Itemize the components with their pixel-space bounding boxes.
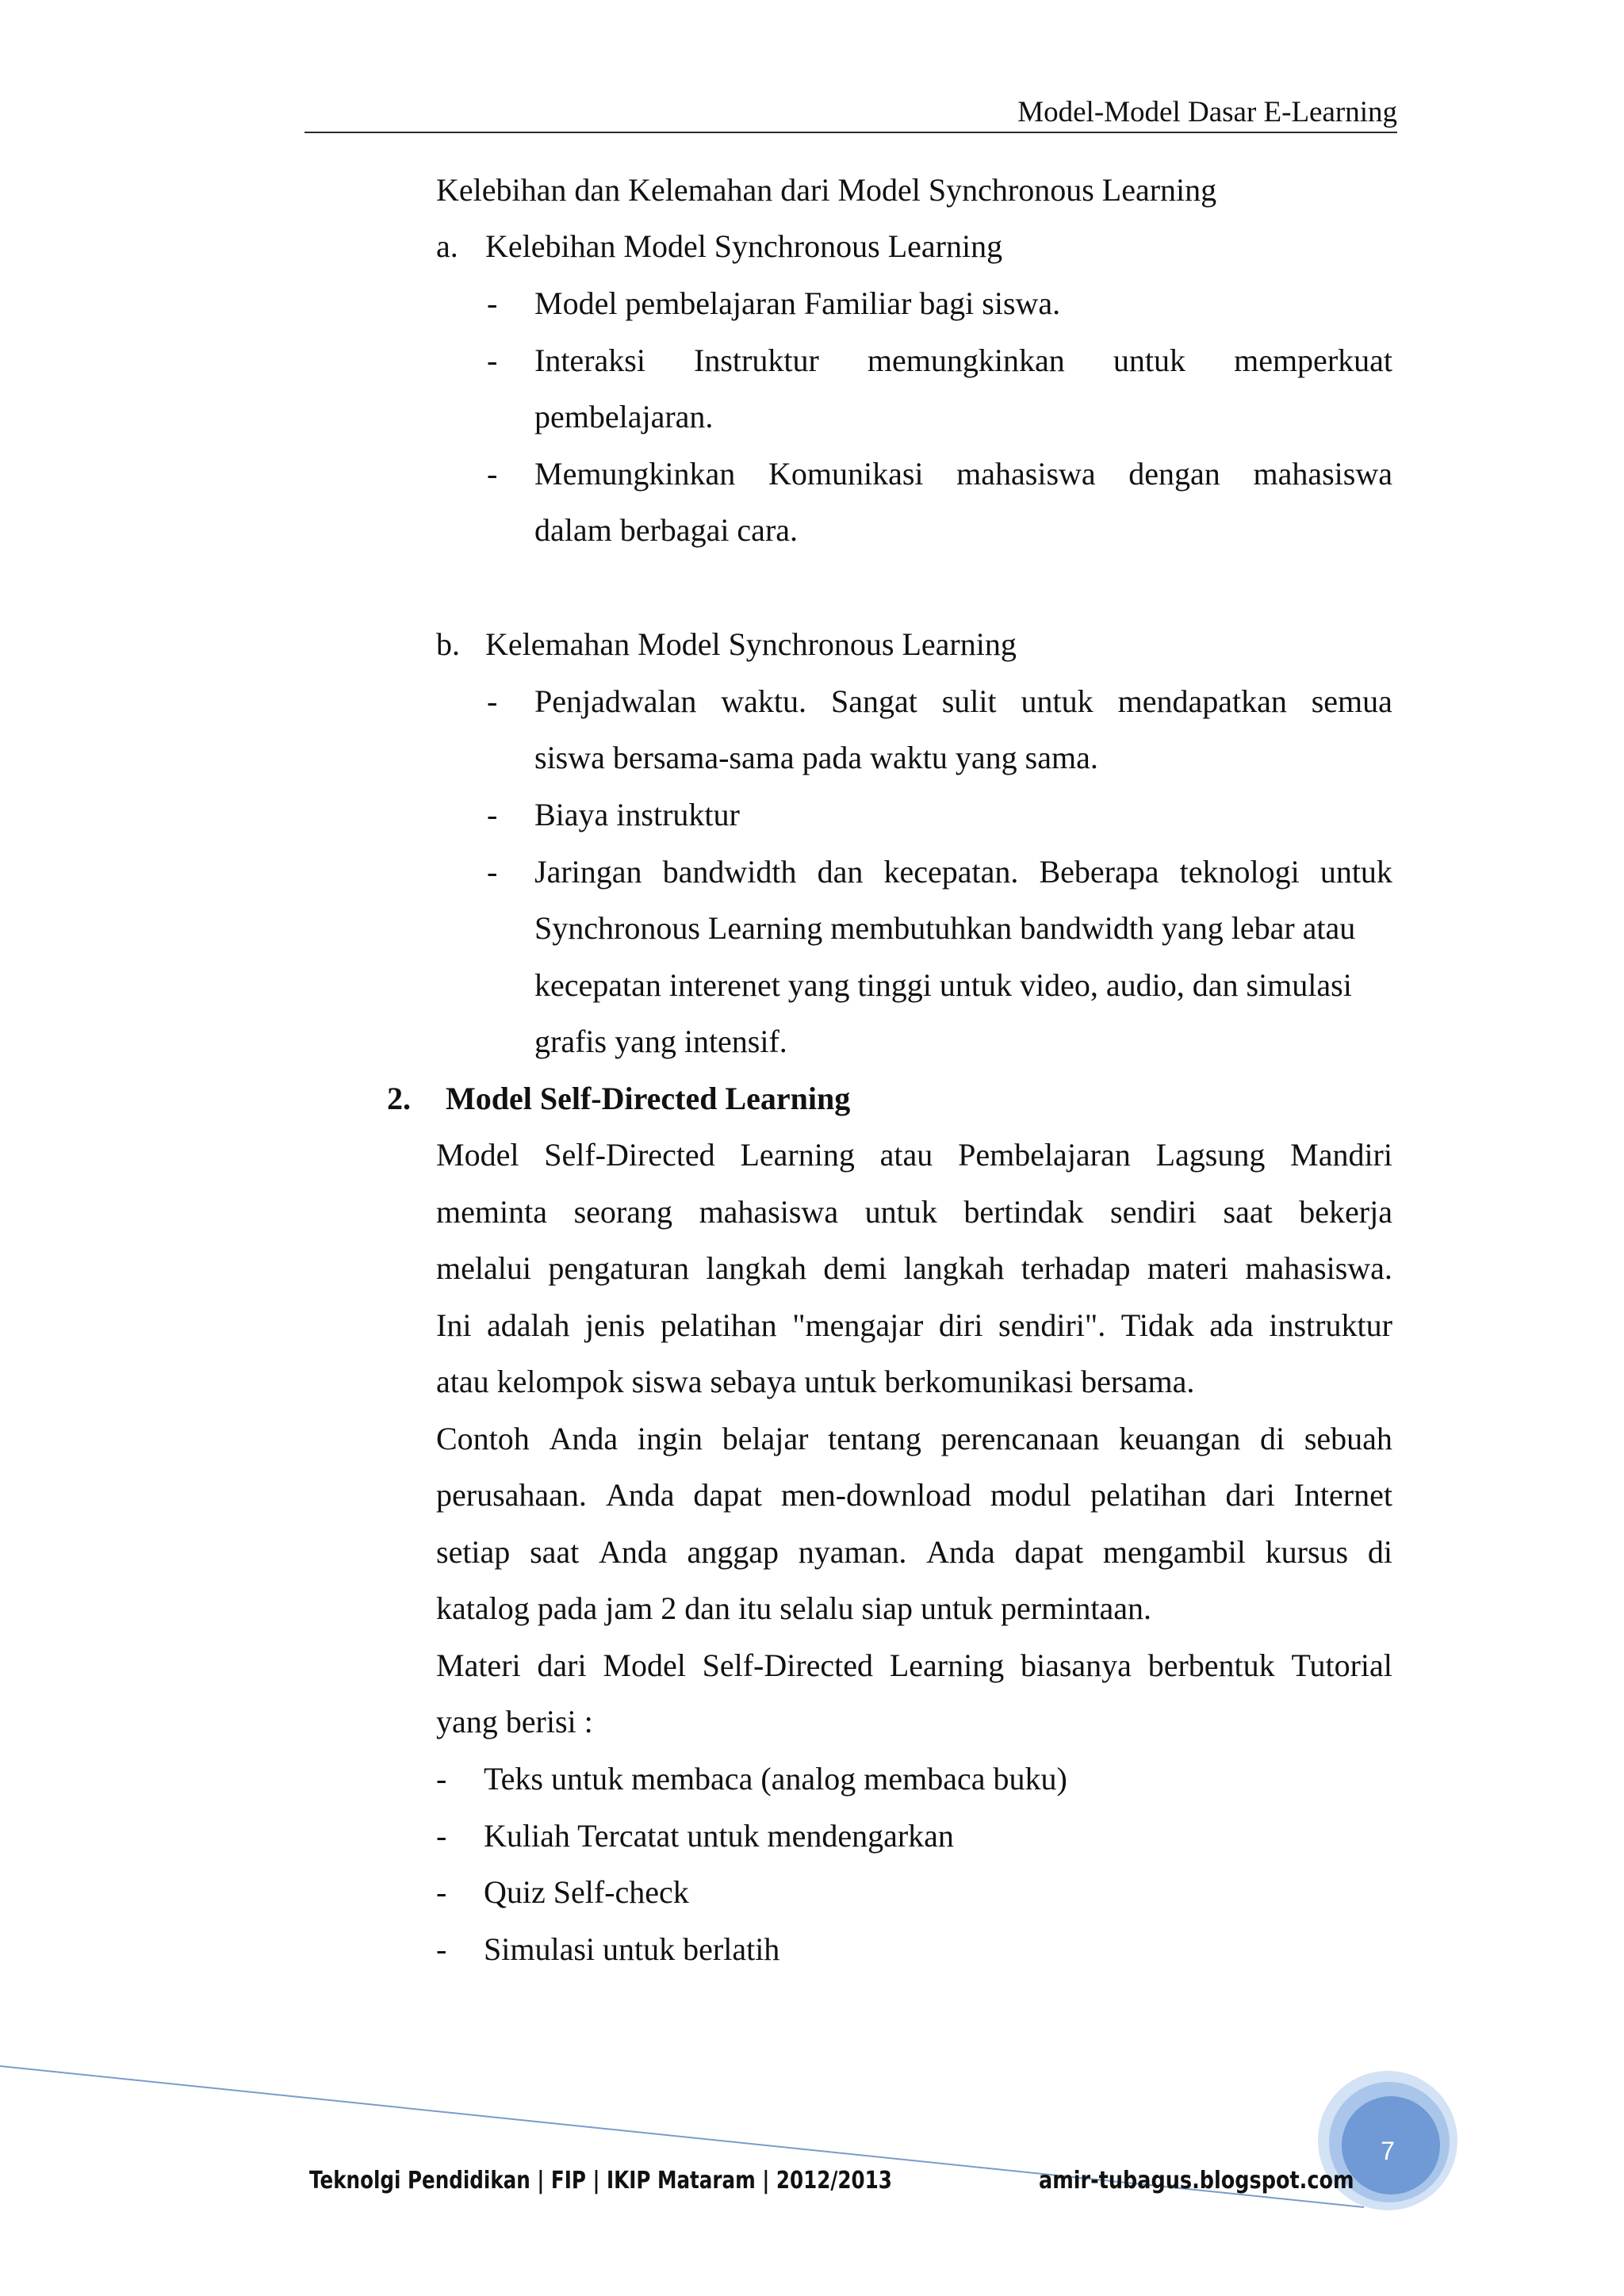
footer-blog-link[interactable]: amir-tubagus.blogspot.com [1039, 2167, 1354, 2195]
word: Learning [889, 1647, 1005, 1683]
word: Self-Directed [702, 1647, 874, 1683]
word: Mandiri [1290, 1137, 1392, 1173]
word: perencanaan [940, 1421, 1100, 1456]
list-item-2: Kuliah Tercatat untuk mendengarkan [484, 1818, 954, 1854]
word: Anda [599, 1534, 668, 1570]
word: bertindak [963, 1194, 1084, 1230]
word: materi [1147, 1250, 1229, 1286]
word: sendiri". [998, 1307, 1106, 1343]
word: kecepatan. [883, 854, 1019, 890]
word: setiap [436, 1534, 511, 1570]
word: perusahaan. [436, 1477, 587, 1513]
word: nyaman. [798, 1534, 907, 1570]
word: "mengajar [792, 1307, 924, 1343]
word: dapat [693, 1477, 763, 1513]
word: adalah [487, 1307, 570, 1343]
section-b-item-3-line-4: grafis yang intensif. [534, 1024, 787, 1059]
word: keuangan [1119, 1421, 1241, 1456]
word: Komunikasi [768, 456, 924, 492]
word: Contoh [436, 1421, 530, 1456]
word: Lagsung [1155, 1137, 1266, 1173]
section-a-item-2-line-2: pembelajaran. [534, 399, 714, 434]
word: teknologi [1179, 854, 1300, 890]
word: atau [879, 1137, 933, 1173]
word: Penjadwalan [534, 683, 697, 719]
word: Sangat [830, 683, 917, 719]
word: Ini [436, 1307, 472, 1343]
list-dash: - [436, 1874, 447, 1910]
section-b-marker: b. [436, 626, 460, 662]
word: mahasiswa [1253, 456, 1392, 492]
list-dash: - [436, 1761, 447, 1797]
word: Self-Directed [544, 1137, 715, 1173]
list-dash: - [487, 683, 498, 719]
word: langkah [706, 1250, 807, 1286]
word: tentang [828, 1421, 921, 1456]
section-a-title: Kelebihan Model Synchronous Learning [485, 228, 1003, 264]
word: berbentuk [1147, 1647, 1275, 1683]
word: dari [537, 1647, 587, 1683]
word: Model [436, 1137, 519, 1173]
word: semua [1311, 683, 1392, 719]
word: Jaringan [534, 854, 642, 890]
page-number: 7 [1381, 2137, 1395, 2165]
word: untuk [864, 1194, 937, 1230]
list-dash: - [487, 342, 498, 378]
list-item-3: Quiz Self-check [484, 1874, 689, 1910]
footer-institution: Teknolgi Pendidikan | FIP | IKIP Mataram | 2012/2013 [309, 2167, 892, 2195]
word: bekerja [1299, 1194, 1392, 1230]
section-b-title: Kelemahan Model Synchronous Learning [485, 626, 1017, 662]
word: memperkuat [1234, 342, 1392, 378]
word: belajar [722, 1421, 809, 1456]
section-b-item-2: Biaya instruktur [534, 797, 740, 832]
word: dengan [1128, 456, 1220, 492]
para-1-line-5: atau kelompok siswa sebaya untuk berkomunikasi bersama. [436, 1364, 1195, 1399]
word: Tidak [1120, 1307, 1194, 1343]
word: memungkinkan [867, 342, 1065, 378]
word: demi [823, 1250, 887, 1286]
section-a-marker: a. [436, 228, 458, 264]
list-dash: - [487, 797, 498, 832]
list-item-1: Teks untuk membaca (analog membaca buku) [484, 1761, 1067, 1797]
word: sendiri [1110, 1194, 1197, 1230]
list-dash: - [436, 1931, 447, 1967]
word: meminta [436, 1194, 547, 1230]
list-dash: - [487, 285, 498, 321]
word: anggap [687, 1534, 779, 1570]
list-dash: - [487, 854, 498, 890]
word: mengambil [1102, 1534, 1246, 1570]
word: saat [530, 1534, 580, 1570]
word: modul [990, 1477, 1072, 1513]
word: Beberapa [1039, 854, 1159, 890]
para-2-line-4: katalog pada jam 2 dan itu selalu siap untuk permintaan. [436, 1590, 1151, 1626]
word: dapat [1014, 1534, 1084, 1570]
para-3-line-2: yang berisi : [436, 1704, 593, 1739]
word: di [1260, 1421, 1285, 1456]
word: sebuah [1304, 1421, 1392, 1456]
word: untuk [1320, 854, 1392, 890]
word: Materi [436, 1647, 521, 1683]
word: Tutorial [1291, 1647, 1392, 1683]
word: Learning [740, 1137, 855, 1173]
word: instruktur [1269, 1307, 1392, 1343]
word: terhadap [1021, 1250, 1131, 1286]
word: jenis [584, 1307, 645, 1343]
word: Anda [926, 1534, 995, 1570]
word: mahasiswa. [1245, 1250, 1392, 1286]
word: Interaksi [534, 342, 645, 378]
word: seorang [573, 1194, 672, 1230]
list-dash: - [436, 1818, 447, 1854]
word: melalui [436, 1250, 531, 1286]
word: dari [1225, 1477, 1275, 1513]
word: Anda [605, 1477, 675, 1513]
word: Anda [549, 1421, 619, 1456]
word: ingin [637, 1421, 703, 1456]
word: mahasiswa [699, 1194, 839, 1230]
list-dash: - [487, 456, 498, 492]
word: kursus [1265, 1534, 1349, 1570]
word: mendapatkan [1117, 683, 1287, 719]
word: pelatihan [661, 1307, 777, 1343]
word: pelatihan [1090, 1477, 1207, 1513]
section-a-item-3-line-2: dalam berbagai cara. [534, 512, 799, 548]
list-item-4: Simulasi untuk berlatih [484, 1931, 780, 1967]
intro-heading: Kelebihan dan Kelemahan dari Model Synchronous Learning [436, 172, 1217, 208]
running-header: Model-Model Dasar E-Learning [1017, 96, 1397, 128]
section-b-item-3-line-2: Synchronous Learning membutuhkan bandwidth yang lebar atau [534, 910, 1356, 946]
word: Instruktur [694, 342, 819, 378]
section-2-number: 2. [387, 1081, 411, 1116]
word: dan [817, 854, 864, 890]
section-2-title: Model Self-Directed Learning [446, 1081, 851, 1116]
section-b-item-3-line-3: kecepatan interenet yang tinggi untuk video, audio, dan simulasi [534, 967, 1352, 1003]
word: sulit [941, 683, 997, 719]
word: di [1367, 1534, 1392, 1570]
word: Memungkinkan [534, 456, 736, 492]
section-b-item-1-line-2: siswa bersama-sama pada waktu yang sama. [534, 740, 1098, 775]
word: Internet [1293, 1477, 1392, 1513]
word: Pembelajaran [958, 1137, 1131, 1173]
word: bandwidth [662, 854, 797, 890]
word: Model [603, 1647, 686, 1683]
word: langkah [903, 1250, 1005, 1286]
word: waktu. [721, 683, 807, 719]
word: diri [938, 1307, 983, 1343]
word: untuk [1021, 683, 1094, 719]
word: men-download [780, 1477, 971, 1513]
word: saat [1223, 1194, 1273, 1230]
section-a-item-1: Model pembelajaran Familiar bagi siswa. [534, 285, 1061, 321]
word: untuk [1113, 342, 1185, 378]
word: biasanya [1020, 1647, 1132, 1683]
word: mahasiswa [956, 456, 1096, 492]
word: pengaturan [548, 1250, 690, 1286]
word: ada [1209, 1307, 1254, 1343]
